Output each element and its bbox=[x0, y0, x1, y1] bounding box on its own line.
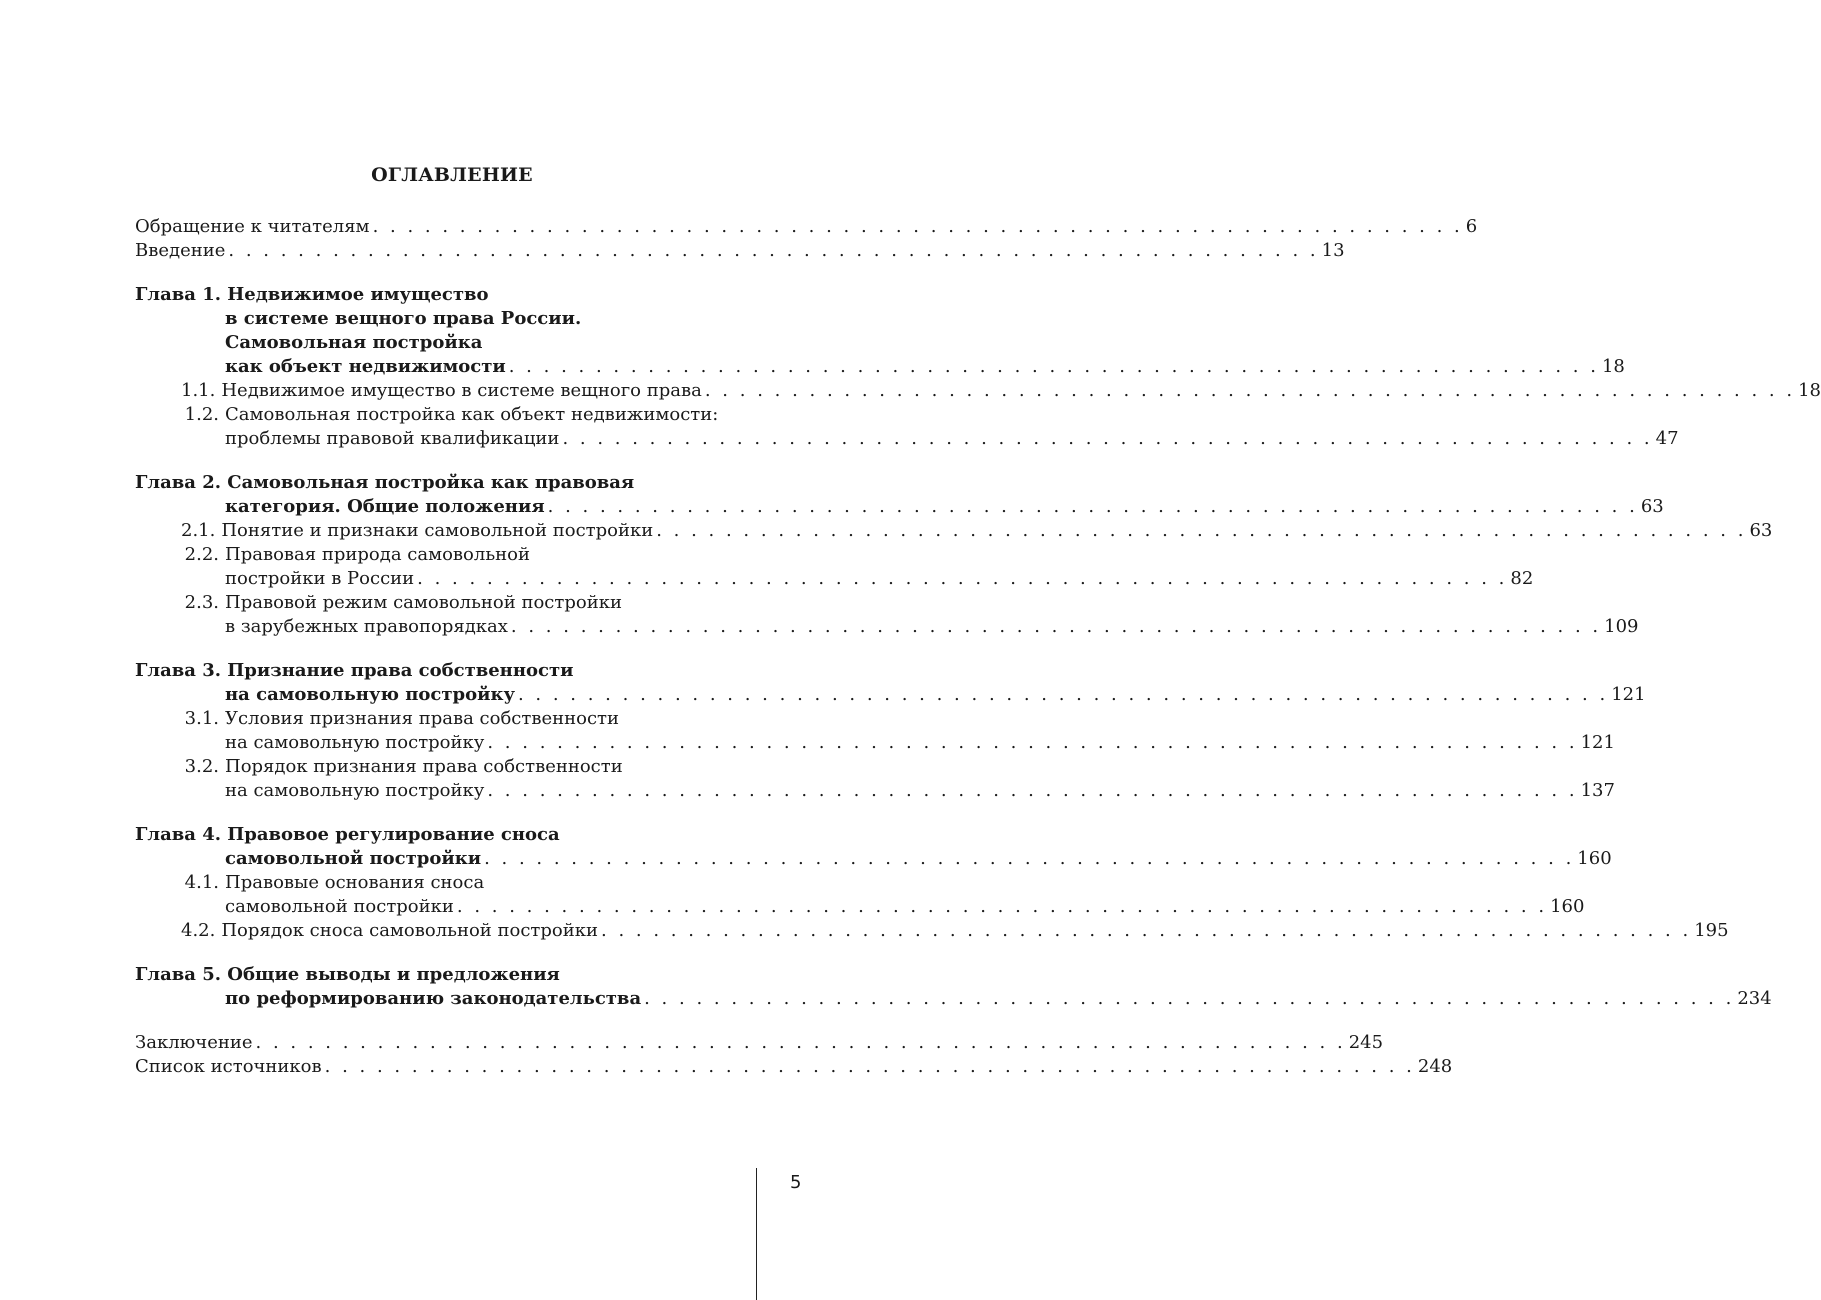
section-line bbox=[135, 731, 1615, 755]
section-number: 4.2. bbox=[181, 920, 216, 941]
entry-label: на самовольную постройку bbox=[225, 780, 485, 801]
dot-leader: . . . . . . . . . . . . . . . . . . . . . . . . . . . . . . . . . . . . . . . . . . . . . . . . . . . . . . . . . . . . . . . bbox=[372, 216, 1463, 237]
dot-leader: . . . . . . . . . . . . . . . . . . . . . . . . . . . . . . . . . . . . . . . . . . . . . . . . . . . . . . . . . . . . . . . bbox=[255, 1032, 1346, 1053]
chapter-heading-line bbox=[135, 847, 1612, 871]
page-ref: 234 bbox=[1737, 988, 1772, 1009]
page-ref: 6 bbox=[1465, 216, 1478, 237]
page-ref: 82 bbox=[1510, 568, 1534, 589]
toc-entry-front bbox=[135, 215, 1478, 239]
chapter-heading-line bbox=[135, 823, 755, 847]
page-ref: 137 bbox=[1580, 780, 1615, 801]
section-number: 3.2. bbox=[184, 756, 219, 777]
table-of-contents bbox=[135, 215, 1821, 1079]
page-ref: 63 bbox=[1749, 520, 1773, 541]
entry-label: Понятие и признаки самовольной постройки bbox=[221, 520, 654, 541]
dot-leader: . . . . . . . . . . . . . . . . . . . . . . . . . . . . . . . . . . . . . . . . . . . . . . . . . . . . . . . . . . . . . . . bbox=[601, 920, 1692, 941]
section-line bbox=[135, 403, 755, 427]
section-line bbox=[135, 591, 755, 615]
section-line bbox=[135, 519, 1773, 543]
page-ref: 121 bbox=[1580, 732, 1615, 753]
dot-leader: . . . . . . . . . . . . . . . . . . . . . . . . . . . . . . . . . . . . . . . . . . . . . . . . . . . . . . . . . . . . . . . bbox=[510, 616, 1602, 637]
entry-label: Самовольная постройка как объект недвижимости: bbox=[225, 404, 719, 425]
entry-label: как объект недвижимости bbox=[225, 356, 506, 377]
page-ref: 63 bbox=[1640, 496, 1664, 517]
chapter-heading-line bbox=[135, 283, 755, 307]
chapter-heading-line bbox=[135, 355, 1625, 379]
spacer bbox=[135, 263, 755, 283]
toc-entry-front bbox=[135, 239, 1345, 263]
entry-label: самовольной постройки bbox=[225, 896, 454, 917]
page-ref: 13 bbox=[1321, 240, 1345, 261]
entry-label: Введение bbox=[135, 240, 226, 261]
dot-leader: . . . . . . . . . . . . . . . . . . . . . . . . . . . . . . . . . . . . . . . . . . . . . . . . . . . . . . . . . . . . . . . bbox=[487, 732, 1578, 753]
section-number: 1.2. bbox=[184, 404, 219, 425]
spacer bbox=[135, 1011, 755, 1031]
dot-leader: . . . . . . . . . . . . . . . . . . . . . . . . . . . . . . . . . . . . . . . . . . . . . . . . . . . . . . . . . . . . . . . bbox=[484, 848, 1575, 869]
chapter-heading-line bbox=[135, 659, 755, 683]
entry-label: постройки в России bbox=[225, 568, 415, 589]
chapter-heading-line bbox=[135, 683, 1646, 707]
margin-rule bbox=[756, 1168, 757, 1300]
entry-label: Список источников bbox=[135, 1056, 322, 1077]
entry-label: проблемы правовой квалификации bbox=[225, 428, 560, 449]
chapter-heading-line bbox=[135, 495, 1664, 519]
spacer bbox=[135, 803, 755, 823]
section-line bbox=[135, 427, 1679, 451]
section-line bbox=[135, 707, 755, 731]
dot-leader: . . . . . . . . . . . . . . . . . . . . . . . . . . . . . . . . . . . . . . . . . . . . . . . . . . . . . . . . . . . . . . . bbox=[324, 1056, 1415, 1077]
page-ref: 18 bbox=[1798, 380, 1821, 401]
section-line bbox=[135, 895, 1585, 919]
page-ref: 47 bbox=[1655, 428, 1679, 449]
section-line bbox=[135, 871, 755, 895]
entry-label: Правовые основания сноса bbox=[225, 872, 485, 893]
entry-label: категория. Общие положения bbox=[225, 496, 545, 517]
page-title: ОГЛАВЛЕНИЕ bbox=[371, 164, 533, 186]
section-number: 2.3. bbox=[184, 592, 219, 613]
section-line bbox=[135, 543, 755, 567]
entry-label: Глава 3. Признание права собственности bbox=[135, 660, 574, 681]
dot-leader: . . . . . . . . . . . . . . . . . . . . . . . . . . . . . . . . . . . . . . . . . . . . . . . . . . . . . . . . . . . . . . . bbox=[487, 780, 1578, 801]
entry-label: на самовольную постройку bbox=[225, 732, 485, 753]
dot-leader: . . . . . . . . . . . . . . . . . . . . . . . . . . . . . . . . . . . . . . . . . . . . . . . . . . . . . . . . . . . . . . . bbox=[456, 896, 1548, 917]
dot-leader: . . . . . . . . . . . . . . . . . . . . . . . . . . . . . . . . . . . . . . . . . . . . . . . . . . . . . . . . . . . . . . . bbox=[547, 496, 1638, 517]
dot-leader: . . . . . . . . . . . . . . . . . . . . . . . . . . . . . . . . . . . . . . . . . . . . . . . . . . . . . . . . . . . . . . . bbox=[656, 520, 1747, 541]
section-line bbox=[135, 755, 755, 779]
section-line bbox=[135, 615, 1639, 639]
chapter-heading-line bbox=[135, 471, 755, 495]
section-line bbox=[135, 919, 1729, 943]
entry-label: Правовой режим самовольной постройки bbox=[225, 592, 622, 613]
entry-label: на самовольную постройку bbox=[225, 684, 515, 705]
page-ref: 18 bbox=[1601, 356, 1625, 377]
section-number: 1.1. bbox=[181, 380, 216, 401]
entry-label: в зарубежных правопорядках bbox=[225, 616, 508, 637]
chapter-heading-line bbox=[135, 331, 755, 355]
entry-label: самовольной постройки bbox=[225, 848, 482, 869]
section-number: 2.1. bbox=[181, 520, 216, 541]
chapter-heading-line bbox=[135, 307, 755, 331]
spacer bbox=[135, 943, 755, 963]
entry-label: Заключение bbox=[135, 1032, 253, 1053]
dot-leader: . . . . . . . . . . . . . . . . . . . . . . . . . . . . . . . . . . . . . . . . . . . . . . . . . . . . . . . . . . . . . . . bbox=[517, 684, 1609, 705]
page-ref: 109 bbox=[1604, 616, 1639, 637]
page-ref: 160 bbox=[1550, 896, 1585, 917]
toc-entry-back bbox=[135, 1031, 1384, 1055]
chapter-heading-line bbox=[135, 963, 755, 987]
entry-label: Глава 5. Общие выводы и предложения bbox=[135, 964, 560, 985]
dot-leader: . . . . . . . . . . . . . . . . . . . . . . . . . . . . . . . . . . . . . . . . . . . . . . . . . . . . . . . . . . . . . . . bbox=[508, 356, 1599, 377]
entry-label: в системе вещного права России. bbox=[225, 308, 582, 329]
section-line bbox=[135, 567, 1534, 591]
entry-label: Правовая природа самовольной bbox=[225, 544, 530, 565]
entry-label: Глава 4. Правовое регулирование сноса bbox=[135, 824, 560, 845]
entry-label: Условия признания права собственности bbox=[225, 708, 619, 729]
entry-label: Глава 1. Недвижимое имущество bbox=[135, 284, 489, 305]
dot-leader: . . . . . . . . . . . . . . . . . . . . . . . . . . . . . . . . . . . . . . . . . . . . . . . . . . . . . . . . . . . . . . . bbox=[228, 240, 1319, 261]
entry-label: Глава 2. Самовольная постройка как правовая bbox=[135, 472, 635, 493]
entry-label: Обращение к читателям bbox=[135, 216, 370, 237]
dot-leader: . . . . . . . . . . . . . . . . . . . . . . . . . . . . . . . . . . . . . . . . . . . . . . . . . . . . . . . . . . . . . . . bbox=[704, 380, 1796, 401]
spacer bbox=[135, 451, 755, 471]
page-ref: 248 bbox=[1417, 1056, 1453, 1077]
page-ref: 245 bbox=[1348, 1032, 1384, 1053]
page-number: 5 bbox=[790, 1172, 802, 1193]
dot-leader: . . . . . . . . . . . . . . . . . . . . . . . . . . . . . . . . . . . . . . . . . . . . . . . . . . . . . . . . . . . . . . . bbox=[644, 988, 1735, 1009]
entry-label: Порядок сноса самовольной постройки bbox=[221, 920, 598, 941]
spacer bbox=[135, 639, 755, 659]
entry-label: Порядок признания права собственности bbox=[225, 756, 623, 777]
section-line bbox=[135, 379, 1821, 403]
section-number: 4.1. bbox=[184, 872, 219, 893]
chapter-heading-line bbox=[135, 987, 1772, 1011]
section-number: 3.1. bbox=[184, 708, 219, 729]
entry-label: Самовольная постройка bbox=[225, 332, 483, 353]
dot-leader: . . . . . . . . . . . . . . . . . . . . . . . . . . . . . . . . . . . . . . . . . . . . . . . . . . . . . . . . . . . . . . . bbox=[417, 568, 1508, 589]
page-ref: 121 bbox=[1611, 684, 1646, 705]
toc-entry-back bbox=[135, 1055, 1453, 1079]
section-number: 2.2. bbox=[184, 544, 219, 565]
dot-leader: . . . . . . . . . . . . . . . . . . . . . . . . . . . . . . . . . . . . . . . . . . . . . . . . . . . . . . . . . . . . . . . bbox=[562, 428, 1653, 449]
page-ref: 160 bbox=[1577, 848, 1612, 869]
page-ref: 195 bbox=[1694, 920, 1729, 941]
entry-label: Недвижимое имущество в системе вещного права bbox=[221, 380, 702, 401]
section-line bbox=[135, 779, 1615, 803]
entry-label: по реформированию законодательства bbox=[225, 988, 642, 1009]
